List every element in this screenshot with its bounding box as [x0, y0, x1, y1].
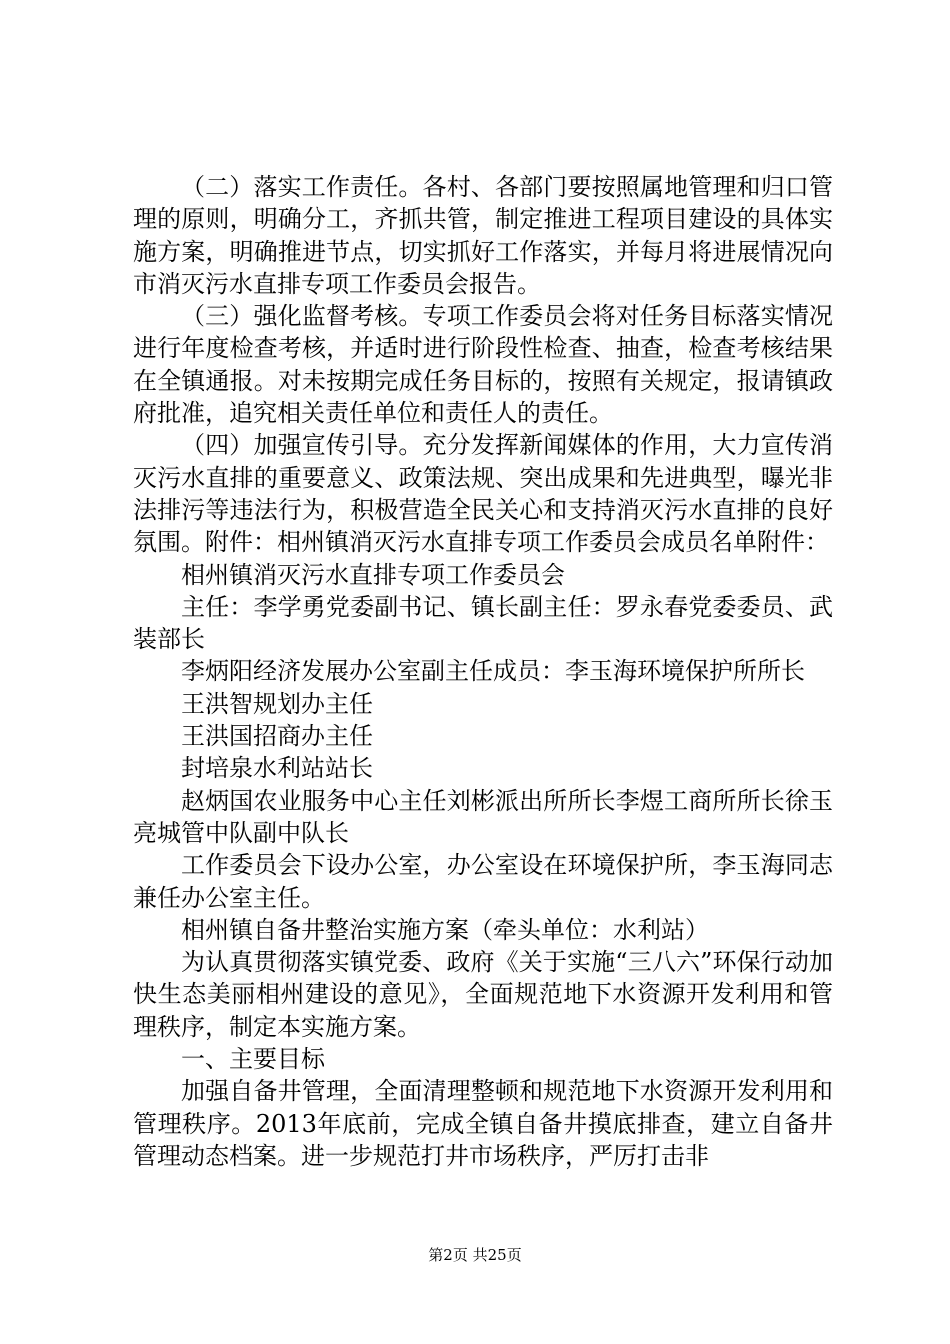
paragraph: 工作委员会下设办公室，办公室设在环境保护所，李玉海同志兼任办公室主任。	[133, 851, 833, 912]
document-body	[133, 171, 833, 1172]
paragraph: 相州镇消灭污水直排专项工作委员会	[181, 560, 565, 589]
paragraph: 李炳阳经济发展办公室副主任成员：李玉海环境保护所所长	[181, 657, 805, 686]
paragraph: （四）加强宣传引导。充分发挥新闻媒体的作用，大力宣传消灭污水直排的重要意义、政策法规、突出成果和先进典型，曝光非法排污等违法行为，积极营造全民关心和支持消灭污水直排的良好氛围。附件：相州镇消灭污水直排专项工作委员会成员名单附件：	[133, 431, 833, 557]
paragraph: 王洪国招商办主任	[181, 722, 373, 751]
paragraph: 封培泉水利站站长	[181, 754, 373, 783]
paragraph: 一、主要目标	[181, 1045, 325, 1074]
paragraph: 加强自备井管理，全面清理整顿和规范地下水资源开发利用和管理秩序。2013年底前，完成全镇自备井摸底排查，建立自备井管理动态档案。进一步规范打井市场秩序，严厉打击非	[133, 1077, 833, 1170]
paragraph: 王洪智规划办主任	[181, 689, 373, 718]
paragraph: 相州镇自备井整治实施方案（牵头单位：水利站）	[181, 915, 709, 944]
paragraph: （三）强化监督考核。专项工作委员会将对任务目标落实情况进行年度检查考核，并适时进行阶段性检查、抽查，检查考核结果在全镇通报。对未按期完成任务目标的，按照有关规定，报请镇政府批准，追究相关责任单位和责任人的责任。	[133, 302, 833, 428]
paragraph: （二）落实工作责任。各村、各部门要按照属地管理和归口管理的原则，明确分工，齐抓共管，制定推进工程项目建设的具体实施方案，明确推进节点，切实抓好工作落实，并每月将进展情况向市消灭污水直排专项工作委员会报告。	[133, 173, 833, 298]
paragraph: 赵炳国农业服务中心主任刘彬派出所所长李煜工商所所长徐玉亮城管中队副中队长	[133, 786, 833, 847]
paragraph: 主任：李学勇党委副书记、镇长副主任：罗永春党委委员、武装部长	[133, 592, 833, 654]
paragraph: 为认真贯彻落实镇党委、政府《关于实施“三八六”环保行动加快生态美丽相州建设的意见》，全面规范地下水资源开发利用和管理秩序，制定本实施方案。	[133, 948, 833, 1041]
page-number-footer: 第2页 共25页	[428, 1246, 522, 1264]
